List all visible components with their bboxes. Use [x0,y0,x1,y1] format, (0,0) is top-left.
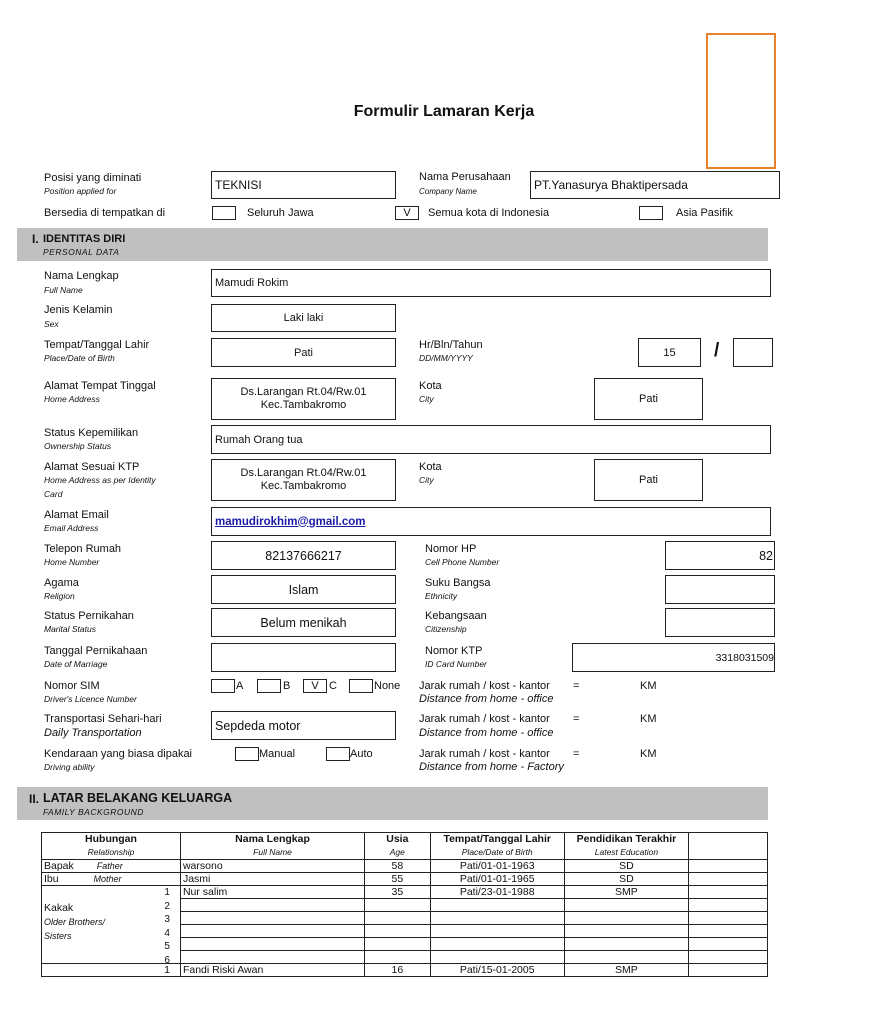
older-siblings-cell: Kakak Older Brothers/ Sisters 1 2 3 4 5 6 [42,886,181,964]
gender-label: Jenis Kelamin [44,304,113,316]
older-1-age[interactable]: 35 [365,886,430,899]
address-input[interactable] [211,378,396,420]
family-header-row [42,833,768,860]
ktp-city-input[interactable]: Pati [594,459,703,501]
older-2-birth[interactable] [430,899,564,912]
company-sub: Company Name [419,187,477,196]
birth-month-input[interactable] [733,338,773,367]
religion-label: Agama [44,577,79,589]
older-6-age[interactable] [365,951,430,964]
section2-title: LATAR BELAKANG KELUARGA [43,791,233,805]
section-number: I. [32,232,39,246]
distance-office-unit: KM [640,680,657,692]
vehicle-manual-checkbox[interactable] [235,747,259,761]
sim-label: Nomor SIM [44,680,100,692]
address-line2: Kec.Tambakromo [260,399,347,411]
transport-input[interactable]: Sepdeda motor [211,711,396,740]
mother-birth[interactable]: Pati/01-01-1965 [430,873,564,886]
city-label: Kota [419,380,442,392]
younger-1-age[interactable]: 16 [365,964,430,977]
older-4-age[interactable] [365,925,430,938]
vehicle-sub: Driving ability [44,762,95,772]
header-full-name: Nama Lengkap Full Name [180,833,364,860]
older-3-age[interactable] [365,912,430,925]
older-3-edu[interactable] [564,912,688,925]
placement-jawa-label: Seluruh Jawa [247,207,314,219]
name-sub: Full Name [44,285,83,295]
sim-sub: Driver's Licence Number [44,694,137,704]
older-5-birth[interactable] [430,938,564,951]
sim-a-label: A [236,680,244,692]
photo-box [706,33,776,169]
birth-label: Tempat/Tanggal Lahir [44,339,150,351]
older-5-name[interactable] [180,938,364,951]
older-4-name[interactable] [180,925,364,938]
older-3-birth[interactable] [430,912,564,925]
ownership-sub: Ownership Status [44,441,112,451]
distance-factory-eq: = [573,748,580,760]
older-6-name[interactable] [180,951,364,964]
placement-label: Bersedia di tempatkan di [44,207,166,219]
city-sub: City [419,394,434,404]
older-4-edu[interactable] [564,925,688,938]
section-subtitle: PERSONAL DATA [43,247,120,257]
email-link[interactable]: mamudirokhim@gmail.com [215,515,366,528]
email-label: Alamat Email [44,509,109,521]
older-2-age[interactable] [365,899,430,912]
ethnicity-sub: Ethnicity [425,591,458,601]
younger-1-edu[interactable]: SMP [564,964,688,977]
distance-factory-label: Jarak rumah / kost - kantor [419,748,550,760]
ethnicity-input[interactable] [665,575,775,604]
older-5-age[interactable] [365,938,430,951]
gender-input[interactable]: Laki laki [211,304,396,332]
company-label: Nama Perusahaan [419,171,511,183]
ktp-address-sub1: Home Address as per Identity [44,475,156,485]
position-sub: Position applied for [44,186,117,196]
address-sub: Home Address [44,394,100,404]
ktp-address-sub2: Card [44,489,63,499]
hp-label: Nomor HP [425,543,477,555]
email-sub: Email Address [44,523,99,533]
marital-input[interactable]: Belum menikah [211,608,396,637]
address-label: Alamat Tempat Tinggal [44,380,156,392]
ownership-label: Status Kepemilikan [44,427,139,439]
religion-sub: Religion [44,591,75,601]
family-table [41,832,768,977]
mother-name[interactable]: Jasmi [180,873,364,886]
mother-rel-cell: Ibu Mother [42,873,181,886]
hp-input[interactable] [665,541,775,570]
birth-sub: Place/Date of Birth [44,353,115,363]
placement-jawa-checkbox[interactable] [212,206,236,220]
header-education: Pendidikan Terakhir Latest Education [564,833,688,860]
ktp-city-label: Kota [419,461,442,473]
vehicle-manual-label: Manual [259,748,296,760]
older-2-edu[interactable] [564,899,688,912]
table-row [42,964,768,977]
older-2-name[interactable] [180,899,364,912]
distance-office2-label: Jarak rumah / kost - kantor [419,713,550,725]
father-birth[interactable]: Pati/01-01-1963 [430,860,564,873]
mother-age[interactable]: 55 [365,873,430,886]
table-row [42,873,768,886]
email-input[interactable] [211,507,771,536]
ownership-input[interactable]: Rumah Orang tua [211,425,771,454]
older-6-edu[interactable] [564,951,688,964]
name-label: Nama Lengkap [44,270,119,282]
address-line1: Ds.Larangan Rt.04/Rw.01 [240,386,367,398]
birth-day-input[interactable]: 15 [638,338,701,367]
header-extra [688,833,767,860]
older-5-edu[interactable] [564,938,688,951]
hp-sub: Cell Phone Number [425,557,500,567]
gender-sub: Sex [44,319,59,329]
father-edu[interactable]: SD [564,860,688,873]
citizenship-label: Kebangsaan [425,610,487,622]
ktp-address-label: Alamat Sesuai KTP [44,461,140,473]
section2-number: II. [29,792,40,806]
father-age[interactable]: 58 [365,860,430,873]
ktp-number-input[interactable] [572,643,775,672]
older-6-birth[interactable] [430,951,564,964]
phone-sub: Home Number [44,557,100,567]
older-3-name[interactable] [180,912,364,925]
younger-1-no-cell: 1 [42,964,181,977]
citizenship-sub: Citizenship [425,624,467,634]
marital-sub: Marital Status [44,624,96,634]
header-relationship: Hubungan Relationship [42,833,181,860]
phone-input[interactable]: 82137666217 [211,541,396,570]
section-title: IDENTITAS DIRI [43,233,126,245]
header-birth: Tempat/Tanggal Lahir Place/Date of Birth [430,833,564,860]
father-name[interactable]: warsono [180,860,364,873]
marriage-date-sub: Date of Marriage [44,659,108,669]
citizenship-input[interactable] [665,608,775,637]
younger-1-birth[interactable]: Pati/15-01-2005 [430,964,564,977]
sim-c-label: C [329,680,337,692]
section2-subtitle: FAMILY BACKGROUND [43,807,144,817]
ethnicity-label: Suku Bangsa [425,577,491,589]
older-1-edu[interactable]: SMP [564,886,688,899]
father-rel-cell: Bapak Father [42,860,181,873]
table-row [42,886,768,899]
vehicle-auto-checkbox[interactable] [326,747,350,761]
page-title: Formulir Lamaran Kerja [353,103,535,120]
birth-date-separator: / [714,340,720,361]
marriage-date-label: Tanggal Pernikahaan [44,645,148,657]
ktp-number-sub: ID Card Number [425,659,487,669]
ktp-address-line2: Kec.Tambakromo [260,480,347,492]
placement-asia-checkbox[interactable] [639,206,663,220]
older-4-birth[interactable] [430,925,564,938]
transport-sub: Daily Transportation [44,727,142,739]
table-row [42,860,768,873]
vehicle-auto-label: Auto [350,748,373,760]
older-1-birth[interactable]: Pati/23-01-1988 [430,886,564,899]
birth-place-input[interactable]: Pati [211,338,396,367]
sim-c-checkbox[interactable]: V [303,679,327,693]
distance-office-sub: Distance from home - office [419,693,554,705]
company-input[interactable]: PT.Yanasurya Bhaktipersada [530,171,780,199]
city-input[interactable]: Pati [594,378,703,420]
distance-office2-sub: Distance from home - office [419,727,554,739]
older-1-name[interactable]: Nur salim [180,886,364,899]
transport-label: Transportasi Sehari-hari [44,713,162,725]
birth-date-label: Hr/Bln/Tahun [419,339,483,351]
sim-b-checkbox[interactable] [257,679,281,693]
placement-indonesia-checkbox[interactable]: V [395,206,419,220]
placement-asia-label: Asia Pasifik [676,207,733,219]
sim-none-label: None [374,680,401,692]
mother-edu[interactable]: SD [564,873,688,886]
header-age: Usia Age [365,833,430,860]
section-personal-data [17,228,768,261]
section-family-background [17,787,768,820]
name-input[interactable]: Mamudi Rokim [211,269,771,297]
religion-input[interactable]: Islam [211,575,396,604]
ktp-address-input[interactable] [211,459,396,501]
hp-value: 82 [759,548,773,563]
position-input[interactable]: TEKNISI [211,171,396,199]
vehicle-label: Kendaraan yang biasa dipakai [44,748,193,760]
distance-office-label: Jarak rumah / kost - kantor [419,680,550,692]
ktp-address-line1: Ds.Larangan Rt.04/Rw.01 [240,467,367,479]
marital-label: Status Pernikahan [44,610,134,622]
ktp-city-sub: City [419,475,434,485]
sim-a-checkbox[interactable] [211,679,235,693]
ktp-number-label: Nomor KTP [425,645,483,657]
distance-office2-unit: KM [640,713,657,725]
sim-none-checkbox[interactable] [349,679,373,693]
ktp-number-value: 3318031509 [715,651,774,664]
birth-date-sub: DD/MM/YYYY [419,353,473,363]
sim-b-label: B [283,680,291,692]
placement-indonesia-label: Semua kota di Indonesia [428,207,550,219]
younger-1-name[interactable]: Fandi Riski Awan [180,964,364,977]
distance-factory-sub: Distance from home - Factory [419,761,564,773]
distance-factory-unit: KM [640,748,657,760]
phone-label: Telepon Rumah [44,543,122,555]
distance-office-eq: = [573,680,580,692]
marriage-date-input[interactable] [211,643,396,672]
position-label: Posisi yang diminati [44,172,142,184]
distance-office2-eq: = [573,713,580,725]
